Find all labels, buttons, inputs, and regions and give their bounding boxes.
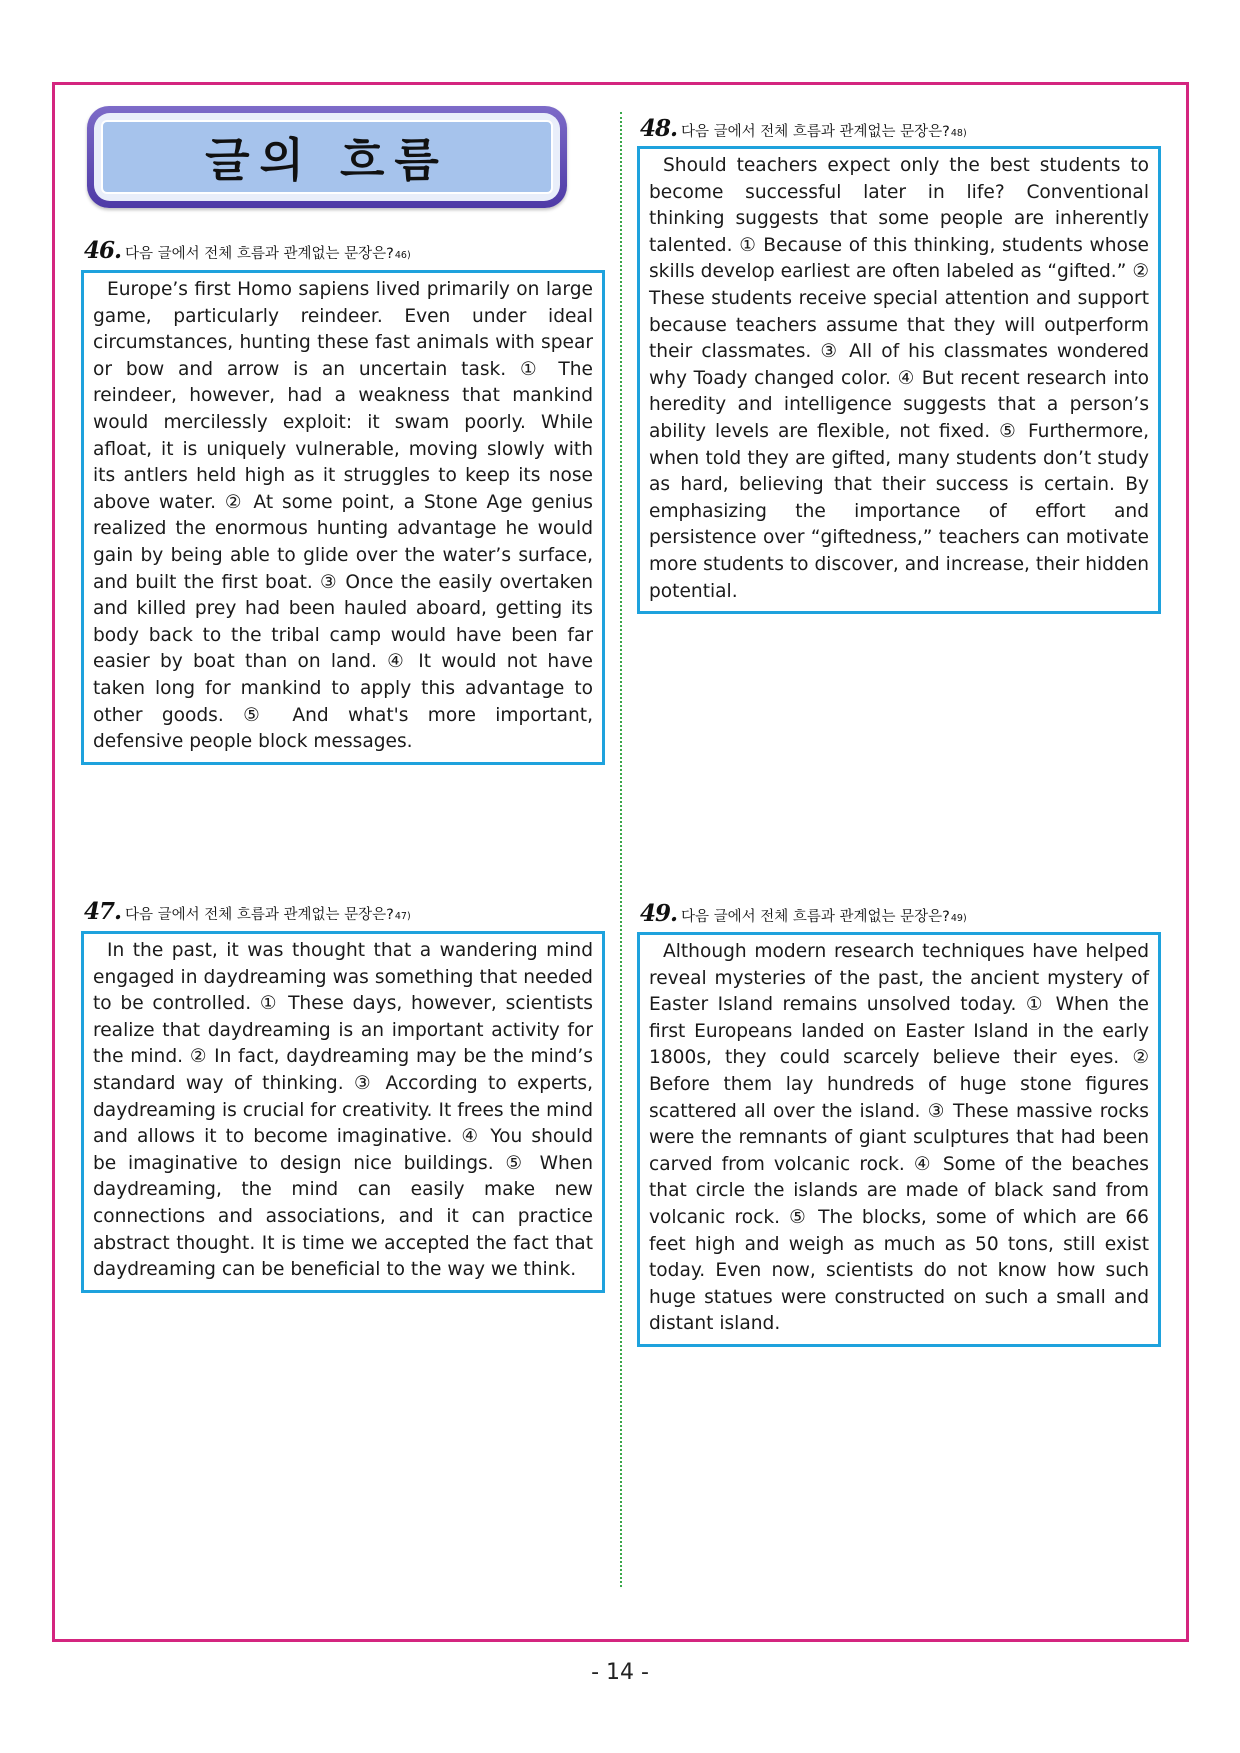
page-number: - 14 - xyxy=(591,1660,649,1685)
question-number: 48. xyxy=(640,115,678,142)
question-47-passage: In the past, it was thought that a wandering mind engaged in daydreaming was something that needed to be controlled. ① These days, however, scientists realize that daydreaming is an important activity for the mind. ② In fact, daydreaming may be the mind’s standard way of thinking. ③ According to experts, daydreaming is crucial for creativity. It frees the mind and allows it to become imaginative. ④ You should be imaginative to design nice buildings. ⑤ When daydreaming, the mind can easily make new connections and associations, and it can practice abstract thought. It is time we accepted the fact that daydreaming can be beneficial to the way we think. xyxy=(81,931,605,1293)
section-banner-fill xyxy=(101,120,553,194)
footnote-ref: 47) xyxy=(394,911,411,922)
question-prompt: 다음 글에서 전체 흐름과 관계없는 문장은? xyxy=(681,909,950,925)
section-banner xyxy=(87,106,567,208)
question-48-passage: Should teachers expect only the best students to become successful later in life? Conventional thinking suggests that some people are inherently talented. ① Because of this thinking, students whose skills develop earliest are often labeled as “gifted.” ② These students receive special attention and support because teachers assume that they will outperform their classmates. ③ All of his classmates wondered why Toady changed color. ④ But recent research into heredity and intelligence suggests that a person’s ability levels are flexible, not fixed. ⑤ Furthermore, when told they are gifted, many students don’t study as hard, believing that their success is certain. By emphasizing the importance of effort and persistence over “giftedness,” teachers can motivate more students to discover, and increase, their hidden potential. xyxy=(637,146,1161,614)
question-49-header xyxy=(640,900,967,927)
question-number: 47. xyxy=(84,898,122,925)
question-47-header xyxy=(84,898,411,925)
question-prompt: 다음 글에서 전체 흐름과 관계없는 문장은? xyxy=(125,907,394,923)
question-prompt: 다음 글에서 전체 흐름과 관계없는 문장은? xyxy=(681,124,950,140)
section-banner-inner-frame xyxy=(94,113,560,201)
question-46-header xyxy=(84,237,411,264)
section-title: 글의 흐름 xyxy=(205,133,449,187)
question-46-passage: Europe’s first Homo sapiens lived primarily on large game, particularly reindeer. Even under ideal circumstances, hunting these fast animals with spear or bow and arrow is an uncertain task. ① The reindeer, however, had a weakness that mankind would mercilessly exploit: it swam poorly. While afloat, it is uniquely vulnerable, moving slowly with its antlers held high as it struggles to keep its nose above water. ② At some point, a Stone Age genius realized the enormous hunting advantage he would gain by being able to glide over the water’s surface, and built the first boat. ③ Once the easily overtaken and killed prey had been hauled aboard, getting its body back to the tribal camp would have been far easier by boat than on land. ④ It would not have taken long for mankind to apply this advantage to other goods. ⑤ And what's more important, defensive people block messages. xyxy=(81,270,605,765)
question-number: 46. xyxy=(84,237,122,264)
footnote-ref: 46) xyxy=(394,250,411,261)
question-49-passage: Although modern research techniques have helped reveal mysteries of the past, the ancient mystery of Easter Island remains unsolved today. ① When the first Europeans landed on Easter Island in the early 1800s, they could scarcely believe their eyes. ② Before them lay hundreds of huge stone figures scattered all over the island. ③ These massive rocks were the remnants of giant sculptures that had been carved from volcanic rock. ④ Some of the beaches that circle the islands are made of black sand from volcanic rock. ⑤ The blocks, some of which are 66 feet high and weigh as much as 50 tons, still exist today. Even now, scientists do not know how such huge statues were constructed on such a small and distant island. xyxy=(637,932,1161,1347)
footnote-ref: 49) xyxy=(950,913,967,924)
footnote-ref: 48) xyxy=(950,128,967,139)
question-48-header xyxy=(640,115,967,142)
question-number: 49. xyxy=(640,900,678,927)
question-prompt: 다음 글에서 전체 흐름과 관계없는 문장은? xyxy=(125,246,394,262)
column-divider xyxy=(620,112,622,1587)
